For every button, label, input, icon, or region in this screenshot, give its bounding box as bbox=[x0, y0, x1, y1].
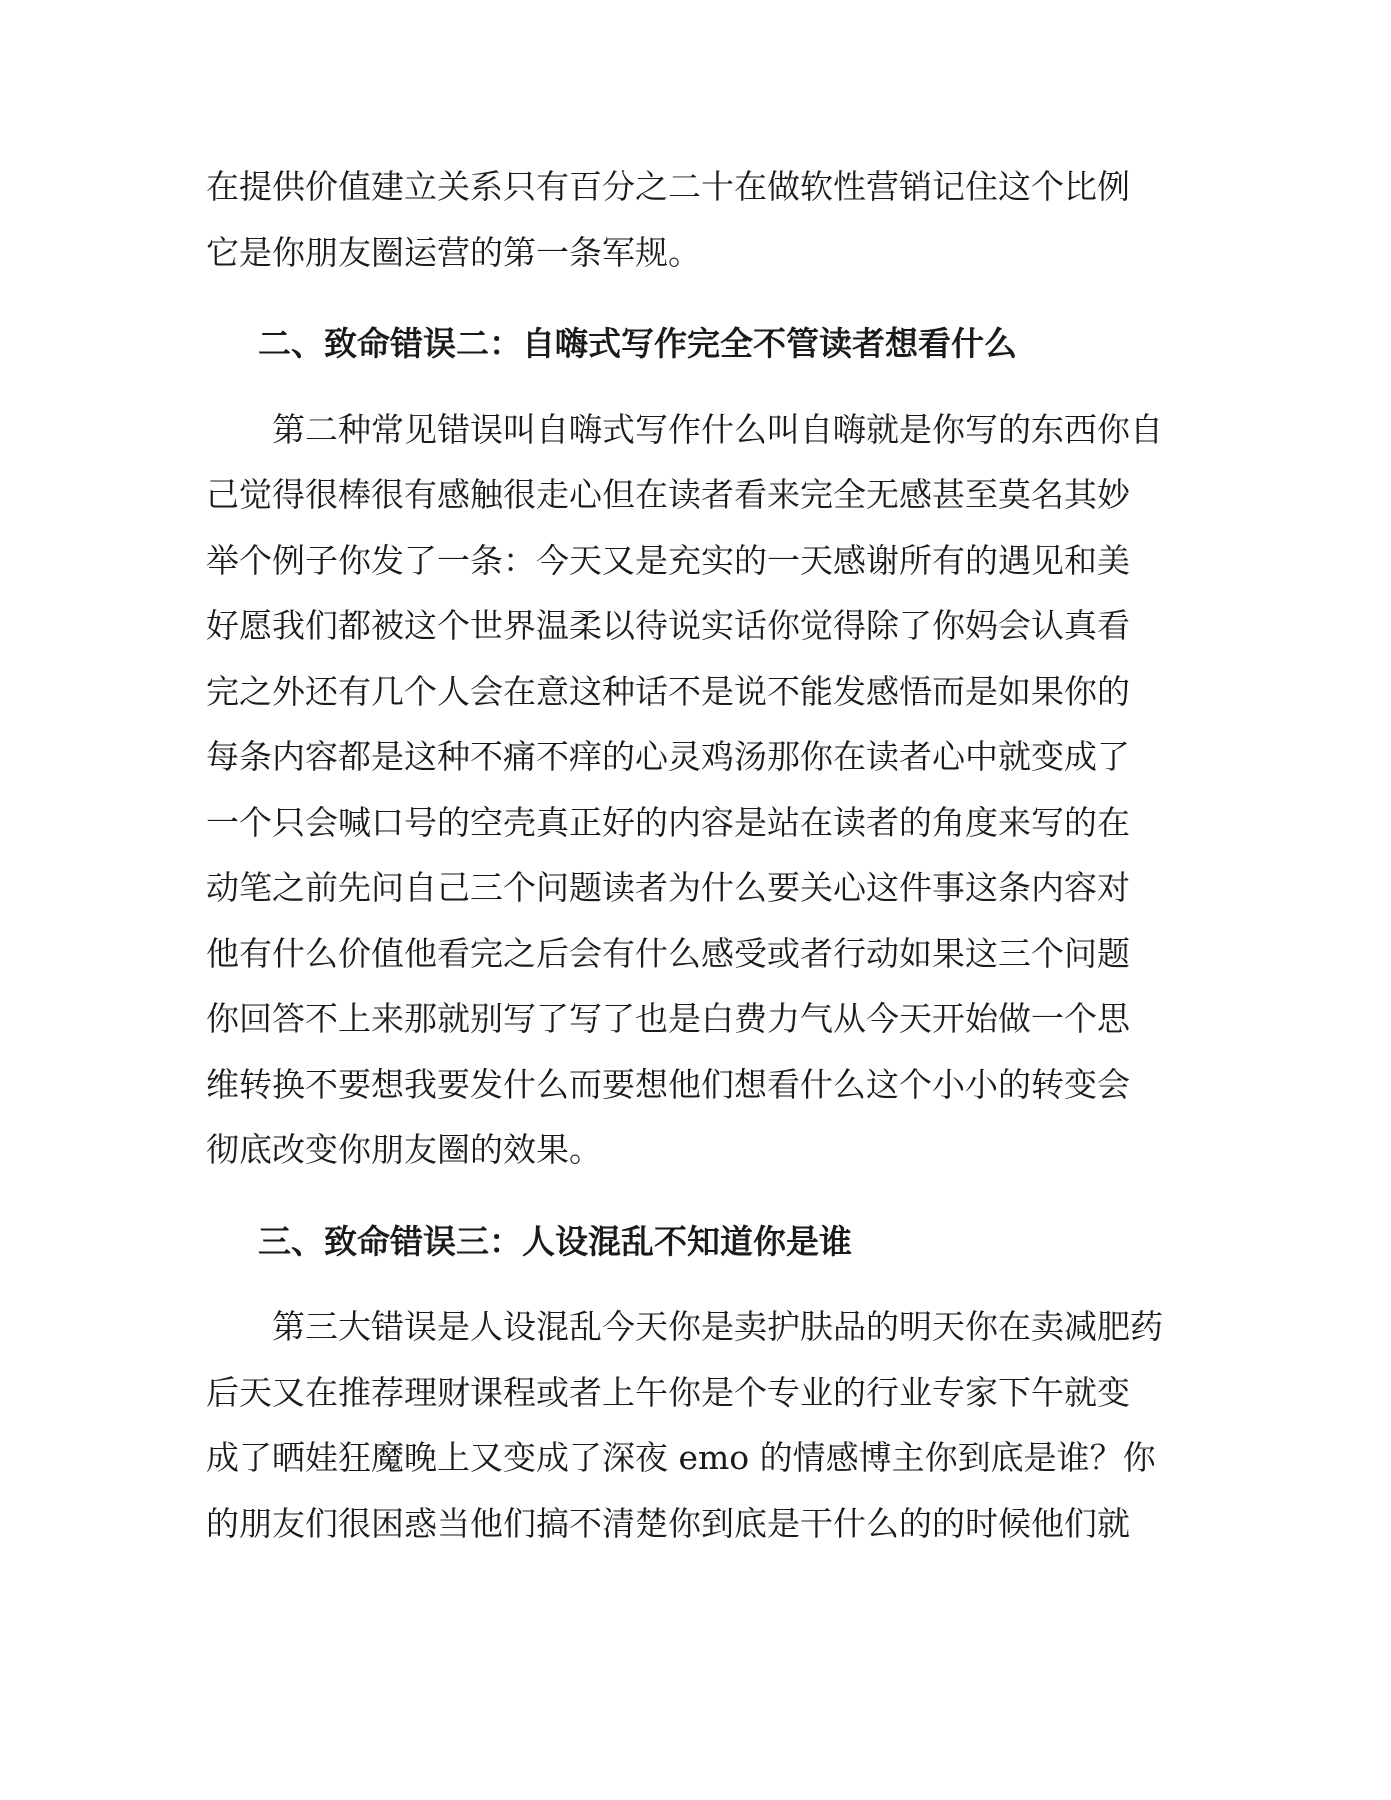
spacer bbox=[206, 377, 1186, 397]
section-3-paragraph bbox=[206, 1294, 1186, 1556]
paragraph-line: 他有什么价值他看完之后会有什么感受或者行动如果这三个问题 bbox=[206, 933, 1130, 973]
paragraph-line: 己觉得很棒很有感触很走心但在读者看来完全无感甚至莫名其妙 bbox=[206, 475, 1130, 514]
paragraph-line: 完之外还有几个人会在意这种话不是说不能发感悟而是如果你的 bbox=[206, 671, 1130, 711]
spacer bbox=[206, 1183, 1186, 1209]
paragraph-line: 维转换不要想我要发什么而要想他们想看什么这个小小的转变会 bbox=[206, 1064, 1130, 1104]
document-body bbox=[206, 154, 1186, 1556]
paragraph-line: 成了晒娃狂魔晚上又变成了深夜 emo 的情感博主你到底是谁？你 bbox=[206, 1438, 1156, 1477]
paragraph-line: 第三大错误是人设混乱今天你是卖护肤品的明天你在卖减肥药 bbox=[272, 1307, 1163, 1346]
paragraph-line: 好愿我们都被这个世界温柔以待说实话你觉得除了你妈会认真看 bbox=[206, 606, 1130, 645]
section-heading-3: 三、致命错误三：人设混乱不知道你是谁 bbox=[258, 1221, 852, 1261]
paragraph-line: 在提供价值建立关系只有百分之二十在做软性营销记住这个比例 bbox=[206, 167, 1130, 206]
paragraph-line: 举个例子你发了一条：今天又是充实的一天感谢所有的遇见和美 bbox=[206, 540, 1130, 580]
paragraph-line: 后天又在推荐理财课程或者上午你是个专业的行业专家下午就变 bbox=[206, 1372, 1130, 1412]
paragraph-line: 动笔之前先问自己三个问题读者为什么要关心这件事这条内容对 bbox=[206, 868, 1130, 907]
paragraph-line: 彻底改变你朋友圈的效果。 bbox=[206, 1130, 602, 1169]
paragraph-line: 每条内容都是这种不痛不痒的心灵鸡汤那你在读者心中就变成了 bbox=[206, 737, 1130, 776]
spacer bbox=[206, 285, 1186, 311]
spacer bbox=[206, 1274, 1186, 1294]
intro-paragraph bbox=[206, 154, 1186, 285]
paragraph-line: 它是你朋友圈运营的第一条军规。 bbox=[206, 232, 701, 272]
paragraph-line: 第二种常见错误叫自嗨式写作什么叫自嗨就是你写的东西你自 bbox=[272, 409, 1163, 449]
paragraph-line: 的朋友们很困惑当他们搞不清楚你到底是干什么的的时候他们就 bbox=[206, 1503, 1130, 1543]
paragraph-line: 你回答不上来那就别写了写了也是白费力气从今天开始做一个思 bbox=[206, 999, 1130, 1038]
paragraph-line: 一个只会喊口号的空壳真正好的内容是站在读者的角度来写的在 bbox=[206, 802, 1130, 842]
section-2-paragraph bbox=[206, 397, 1186, 1183]
section-heading-2: 二、致命错误二：自嗨式写作完全不管读者想看什么 bbox=[258, 324, 1017, 363]
